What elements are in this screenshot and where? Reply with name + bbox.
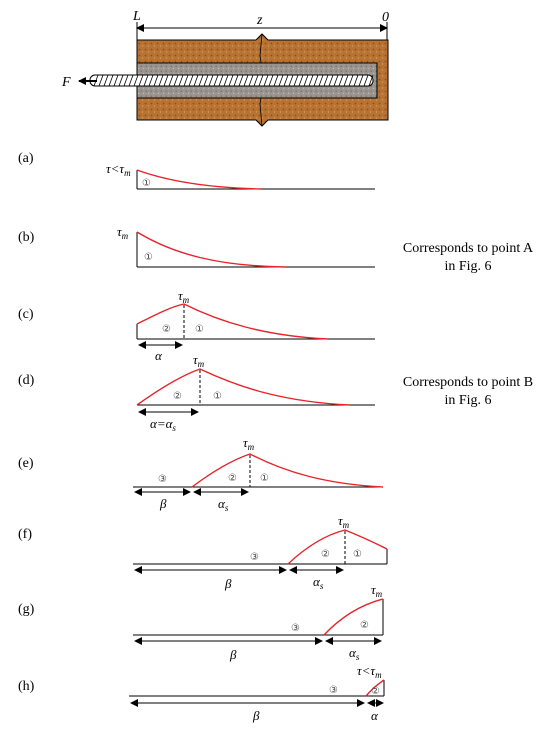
beta-label: β: [253, 708, 260, 723]
shear-stress-curve: [288, 530, 387, 564]
alpha-s-label: $\alpha_s$: [218, 496, 229, 513]
zone-2-marker: ②: [371, 686, 380, 697]
peak-stress-label: $\tau_m$: [371, 582, 383, 599]
alpha-s-label: $\alpha_s$: [349, 645, 360, 662]
panel-g: [18, 582, 383, 662]
zone-1-marker: ①: [144, 252, 153, 263]
zone-3-marker: ③: [329, 685, 338, 696]
zone-2-marker: ②: [228, 473, 237, 484]
panel-f: [18, 513, 387, 591]
zone-3-marker: ③: [291, 623, 300, 634]
axis-label: z: [257, 13, 263, 28]
peak-stress-label: $\tau_m$: [338, 513, 350, 530]
zone-2-marker: ②: [360, 620, 369, 631]
peak-stress-label: $\tau_m$: [117, 224, 129, 241]
peak-stress-label: $\tau<\tau_m$: [106, 161, 131, 178]
peak-stress-label: $\tau_m$: [243, 435, 255, 452]
zone-1-marker: ①: [195, 324, 204, 335]
zone-3-marker: ③: [158, 474, 167, 485]
note-point-a: [403, 241, 534, 274]
beta-label: β: [160, 496, 167, 511]
panel-d: [18, 352, 375, 433]
panel-label: (f): [18, 527, 32, 542]
beta-label: β: [225, 576, 232, 591]
zone-1-marker: ①: [260, 473, 269, 484]
alpha-label: $\alpha=\alpha_s$: [150, 416, 176, 433]
shear-stress-curve: [137, 170, 262, 189]
peak-stress-label: $\tau_m$: [193, 352, 205, 369]
panel-label: (c): [18, 307, 34, 322]
svg-text:Corresponds to point B: Corresponds to point B: [402, 375, 534, 390]
panel-e: [18, 435, 383, 513]
svg-text:in Fig. 6: in Fig. 6: [444, 259, 492, 274]
alpha-label: α: [371, 708, 378, 723]
force-label: F: [62, 75, 71, 90]
zone-3-marker: ③: [250, 552, 259, 563]
zone-2-marker: ②: [162, 324, 171, 335]
peak-stress-label: $\tau<\tau_m$: [357, 663, 382, 680]
threaded-bar: [90, 75, 373, 86]
left-end-label: L: [133, 9, 141, 24]
zone-1-marker: ①: [213, 391, 222, 402]
zone-1-marker: ①: [353, 549, 362, 560]
anchor-schematic: [61, 9, 389, 126]
shear-stress-curve: [137, 232, 285, 267]
panel-b: [18, 224, 375, 267]
peak-stress-label: $\tau_m$: [178, 288, 190, 305]
alpha-s-label: $\alpha_s$: [313, 574, 324, 591]
zone-1-marker: ①: [142, 178, 151, 189]
svg-text:Corresponds to point A: Corresponds to point A: [402, 241, 534, 256]
shear-stress-curve: [192, 454, 383, 487]
panel-label: (b): [18, 230, 35, 245]
panel-label: (h): [18, 679, 35, 694]
svg-text:in Fig. 6: in Fig. 6: [444, 393, 492, 408]
alpha-label: α: [155, 348, 162, 363]
panel-h: [18, 663, 384, 723]
zone-2-marker: ②: [321, 549, 330, 560]
shear-stress-curve: [137, 369, 350, 405]
beta-label: β: [230, 647, 237, 662]
shear-stress-curve: [324, 599, 383, 635]
panel-label: (g): [18, 602, 35, 617]
panel-a: [18, 151, 375, 189]
panel-label: (e): [18, 456, 34, 471]
right-end-label: 0: [382, 10, 389, 25]
zone-2-marker: ②: [173, 391, 182, 402]
note-point-b: [403, 375, 533, 408]
panel-label: (a): [18, 151, 34, 166]
panel-label: (d): [18, 373, 35, 388]
